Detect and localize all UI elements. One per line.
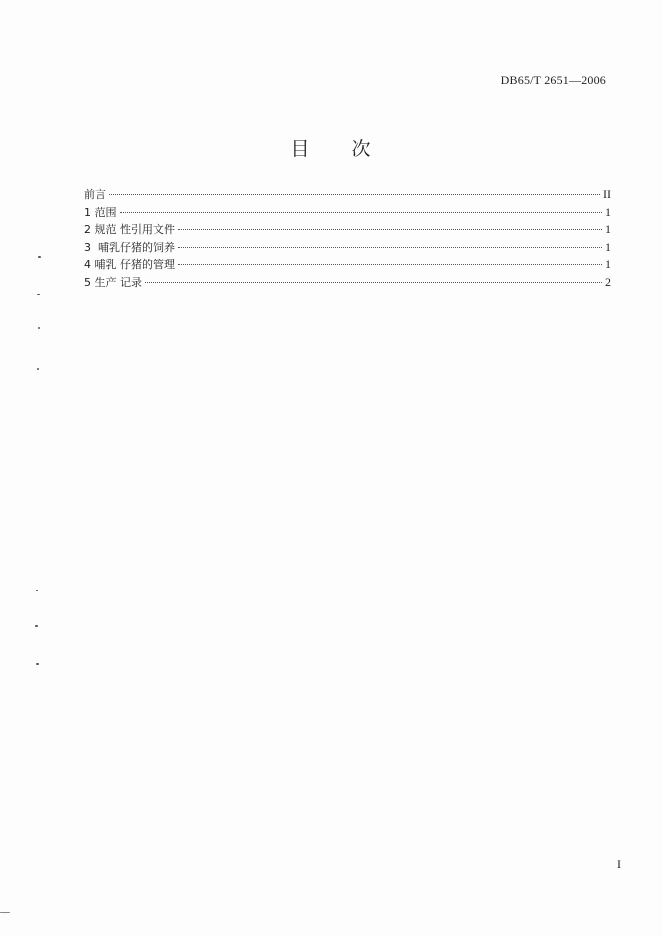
scan-speck	[37, 368, 39, 370]
toc-entry-page: 1	[605, 222, 611, 237]
toc-list	[84, 186, 611, 292]
scan-speck	[37, 294, 40, 295]
scan-speck	[36, 590, 38, 591]
toc-entry-label: 2 规范 性引用文件	[84, 223, 175, 237]
toc-entry-scope[interactable]	[84, 204, 611, 222]
toc-entry-label: 1 范围	[84, 205, 117, 219]
toc-entry-normative-references[interactable]	[84, 221, 611, 239]
toc-dot-leader	[178, 247, 602, 248]
toc-entry-page: 1	[605, 257, 611, 272]
toc-entry-label: 前言	[84, 188, 106, 201]
toc-entry-feeding[interactable]	[84, 239, 611, 257]
toc-dot-leader	[178, 229, 602, 230]
scan-speck	[36, 663, 39, 665]
toc-entry-page: 2	[605, 274, 611, 289]
toc-entry-label: 5 生产 记录	[84, 275, 142, 289]
standard-number: DB65/T 2651—2006	[500, 73, 606, 87]
toc-entry-page: II	[603, 187, 611, 201]
scan-speck	[38, 327, 40, 329]
scan-speck	[38, 256, 41, 258]
toc-dot-leader	[145, 282, 602, 283]
scan-speck	[0, 912, 10, 913]
toc-title: 目 次	[290, 138, 372, 160]
toc-entry-label: 3 哺乳仔猪的饲养	[84, 240, 175, 254]
toc-entry-management[interactable]	[84, 256, 611, 274]
toc-dot-leader	[120, 212, 603, 213]
page-number: I	[617, 857, 621, 871]
toc-entry-foreword[interactable]	[84, 186, 611, 204]
toc-dot-leader	[109, 194, 600, 195]
toc-entry-page: 1	[605, 239, 611, 254]
scan-speck	[35, 625, 38, 627]
toc-dot-leader	[178, 264, 602, 265]
toc-entry-production-records[interactable]	[84, 274, 611, 292]
toc-entry-label: 4 哺乳 仔猪的管理	[84, 258, 175, 272]
toc-entry-page: 1	[605, 204, 611, 219]
